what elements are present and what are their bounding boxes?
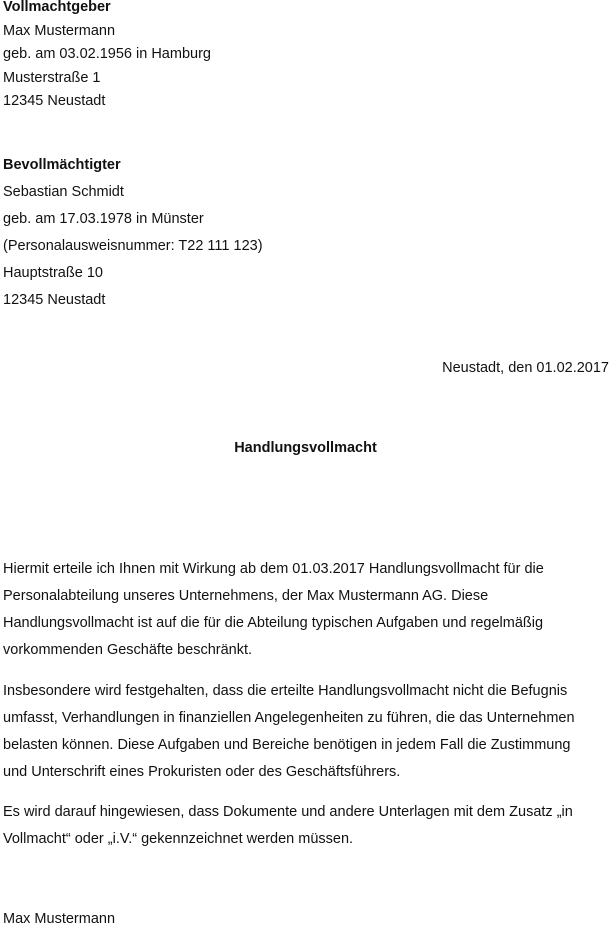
grantor-birth: geb. am 03.02.1956 in Hamburg bbox=[3, 46, 211, 62]
grantor-city: 12345 Neustadt bbox=[3, 93, 106, 109]
grantor-heading: Vollmachtgeber bbox=[3, 0, 111, 15]
attorney-name: Sebastian Schmidt bbox=[3, 184, 124, 200]
paragraph-line: Es wird darauf hingewiesen, dass Dokumente und andere Unterlagen mit dem Zusatz „in bbox=[3, 804, 573, 820]
paragraph-line: umfasst, Verhandlungen in finanziellen Angelegenheiten zu führen, die das Unternehmen bbox=[3, 710, 575, 726]
paragraph-line: Insbesondere wird festgehalten, dass die erteilte Handlungsvollmacht nicht die Befugnis bbox=[3, 683, 568, 699]
paragraph-2 bbox=[3, 678, 607, 786]
paragraph-line: Handlungsvollmacht ist auf die für die Abteilung typischen Aufgaben und regelmäßig bbox=[3, 615, 544, 631]
document-title: Handlungsvollmacht bbox=[234, 440, 377, 456]
attorney-street: Hauptstraße 10 bbox=[3, 265, 103, 281]
paragraph-line: vorkommenden Geschäfte beschränkt. bbox=[3, 642, 253, 658]
attorney-city: 12345 Neustadt bbox=[3, 292, 106, 308]
paragraph-line: Vollmacht“ oder „i.V.“ gekennzeichnet werden müssen. bbox=[3, 831, 354, 847]
attorney-birth: geb. am 17.03.1978 in Münster bbox=[3, 211, 204, 227]
attorney-heading: Bevollmächtigter bbox=[3, 157, 121, 173]
attorney-id-number: (Personalausweisnummer: T22 111 123) bbox=[3, 238, 263, 254]
paragraph-3 bbox=[3, 799, 607, 853]
paragraph-1 bbox=[3, 556, 607, 664]
grantor-street: Musterstraße 1 bbox=[3, 69, 101, 86]
grantor-block bbox=[3, 0, 609, 114]
paragraph-line: belasten können. Diese Aufgaben und Bereiche benötigen in jedem Fall die Zustimmung bbox=[3, 737, 571, 753]
paragraph-line: Hiermit erteile ich Ihnen mit Wirkung ab dem 01.03.2017 Handlungsvollmacht für die bbox=[3, 561, 544, 577]
attorney-block bbox=[3, 152, 609, 314]
paragraph-line: und Unterschrift eines Prokuristen oder des Geschäftsführers. bbox=[3, 764, 401, 780]
paragraph-line: Personalabteilung unseres Unternehmens, der Max Mustermann AG. Diese bbox=[3, 588, 489, 604]
signature-name: Max Mustermann bbox=[3, 911, 116, 927]
grantor-name: Max Mustermann bbox=[3, 22, 116, 39]
place-date: Neustadt, den 01.02.2017 bbox=[442, 360, 609, 376]
